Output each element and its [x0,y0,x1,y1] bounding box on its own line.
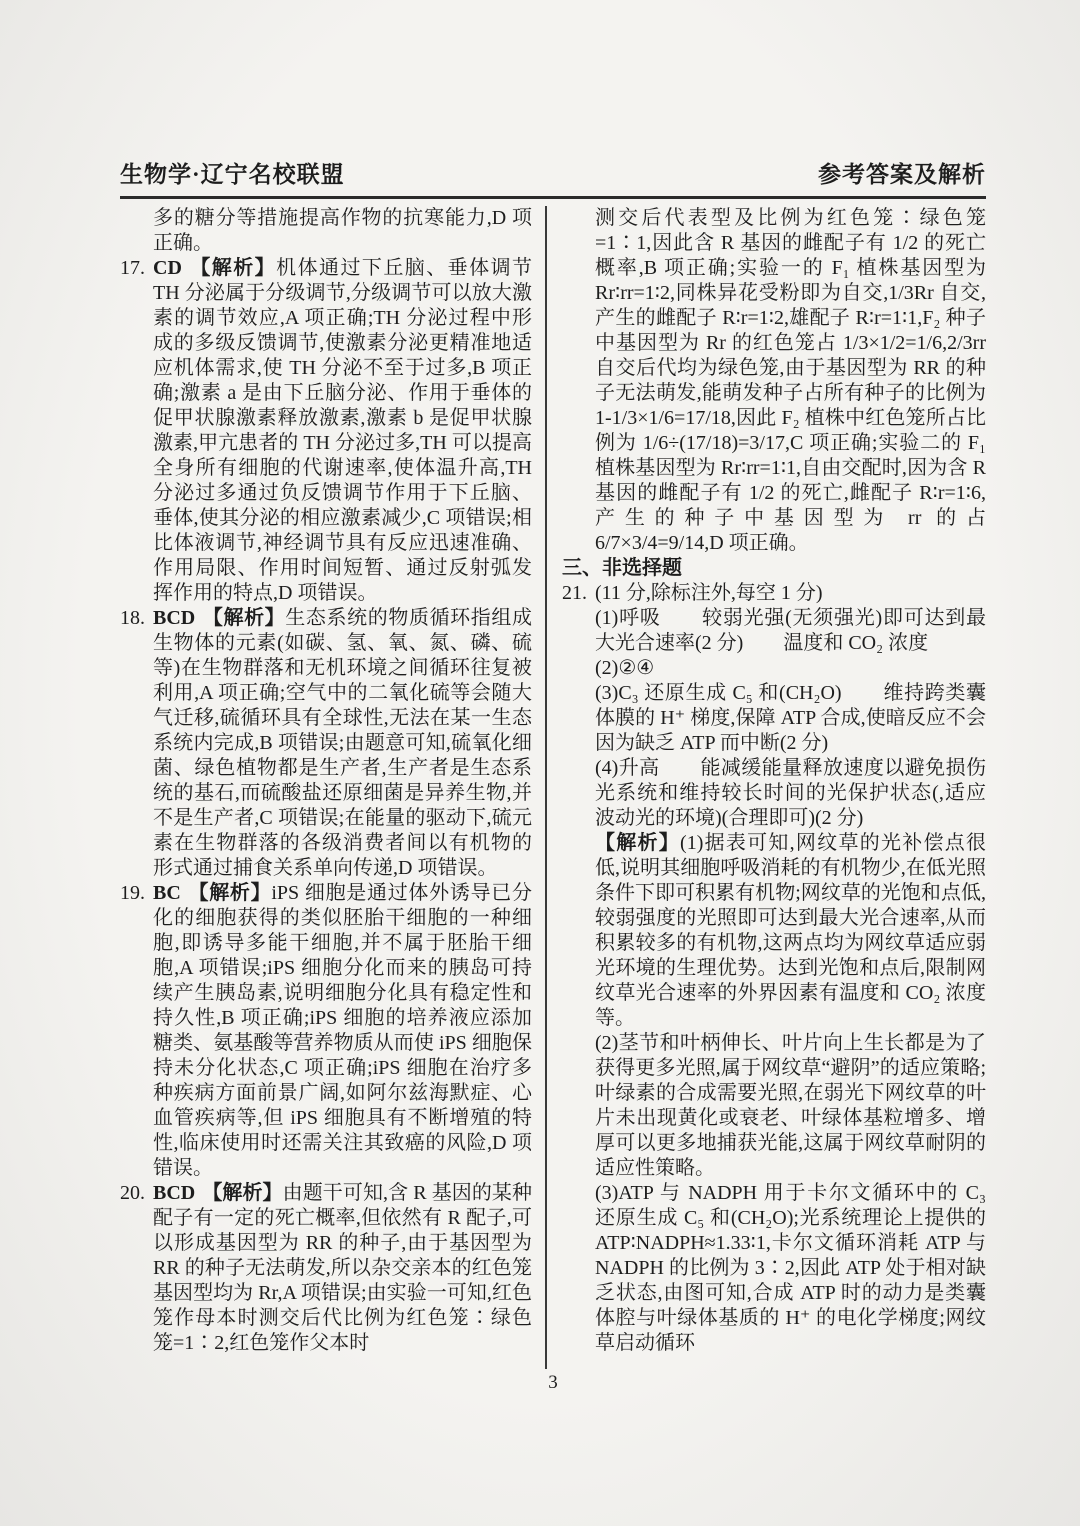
item-number: 17. [120,257,145,279]
analysis-text: 生态系统的物质循环指组成生物体的元素(如碳、氢、氧、氮、磷、硫等)在生物群落和无机环境之间循环往复被利用,A 项正确;空气中的二氧化硫等会随大气迁移,硫循环具有全球性,无法在某一生态系统内完成,B 项错误;由题意可知,硫氧化细菌、绿色植物都是生产者,生产者是生态系统的基石,而硫酸盐还原细菌是异养生物,并不是生产者,C 项错误;在能量的驱动下,硫元素在生物群落的各级消费者间以有机物的形式通过捕食关系单向传递,D 项错误。 [153,607,533,879]
item-number: 20. [120,1182,145,1204]
continuation-paragraph-item16: 多的糖分等措施提高作物的抗寒能力,D 项正确。 [153,207,532,254]
answer-letters: BC [153,882,181,904]
page-number: 3 [548,1372,558,1393]
header-answer-key-title: 参考答案及解析 [818,162,986,187]
analysis-text: 由题干可知,含 R 基因的某种配子有一定的死亡概率,但依然有 R 配子,可以形成基因型为 RR 的种子,由于基因型为 RR 的种子无法萌发,所以杂交亲本的红色笼基因型均为 Rr,A 项错误;由实验一可知,红色笼作母本时测交后代比例为红色笼∶绿色笼=1∶2,红色笼作父本时 [153,1182,533,1354]
continuation-paragraph-item20: 测交后代表型及比例为红色笼∶绿色笼=1∶1,因此含 R 基因的雌配子有 1/2 的死亡概率,B 项正确;实验一的 F₁ 植株基因型为 Rr∶rr=1∶2,同株异花受粉即为自交,1/3Rr 自交,产生的雌配子 R∶r=1∶2,雄配子 R∶r=1∶1,F₂ 种子中基因型为 Rr 的红色笼占 1/3×1/2=1/6,2/3rr 自交后代均为绿色笼,由于基因型为 RR 的种子无法萌发,能萌发种子占所有种子的比例为 1-1/3×1/6=17/18,因此 F₂ 植株中红色笼所占比例为 1/6÷(17/18)=3/17,C 项正确;实验二的 F₁ 植株基因型为 Rr∶rr=1∶1,自由交配时,因为含 R 基因的雌配子有 1/2 的死亡,雌配子 R∶r=1∶6,产生的种子中基因型为 rr 的占 6/7×3/4=9/14,D 项正确。 [595,207,986,554]
analysis-text: (1)据表可知,网纹草的光补偿点很低,说明其细胞呼吸消耗的有机物少,在低光照条件下即可积累有机物;网纹草的光饱和点低,较弱强度的光照即可达到最大光合速率,从而积累较多的有机物,这两点均为网纹草适应弱光环境的生理优势。达到光饱和点后,限制网纹草光合速率的外界因素有温度和 CO₂ 浓度等。 [595,832,987,1029]
answer-item-17 [120,256,532,606]
answer-item-19 [120,881,532,1181]
two-column-content [120,206,986,1369]
question-21 [562,581,986,1356]
answer-blank-2: (2)②④ [595,657,655,679]
item-number: 21. [562,582,587,604]
analysis-marker: 【解析】 [202,1182,283,1204]
answer-letters: CD [153,257,182,279]
analysis-marker: 【解析】 [188,257,277,279]
answer-blank-3: (3)C₃ 还原生成 C₅ 和(CH₂O) 维持跨类囊体膜的 H⁺ 梯度,保障 ATP 合成,使暗反应不会因为缺乏 ATP 而中断(2 分) [595,682,986,754]
item-number: 19. [120,882,145,904]
page-header [120,156,986,199]
analysis-marker: 【解析】 [187,882,272,904]
right-column [545,206,986,1369]
answer-item-20 [120,1181,532,1356]
analysis-text: 机体通过下丘脑、垂体调节 TH 分泌属于分级调节,分级调节可以放大激素的调节效应,A 项正确;TH 分泌过程中形成的多级反馈调节,使激素分泌更精准地适应机体需求,使 TH 分泌不至于过多,B 项正确;激素 a 是由下丘脑分泌、作用于垂体的促甲状腺激素释放激素,激素 b 是促甲状腺激素,甲亢患者的 TH 分泌过多,TH 可以提高全身所有细胞的代谢速率,使体温升高,TH 分泌过多通过负反馈调节作用于下丘脑、垂体,使其分泌的相应激素减少,C 项错误;相比体液调节,神经调节具有反应迅速准确、作用局限、作用时间短暂、通过反射弧发挥作用的特点,D 项错误。 [153,257,533,604]
answer-letters: BCD [153,607,196,629]
item-number: 18. [120,607,145,629]
score-note: (11 分,除标注外,每空 1 分) [595,582,823,604]
analysis-paragraph-1 [595,831,986,1031]
analysis-text: iPS 细胞是通过体外诱导已分化的细胞获得的类似胚胎干细胞的一种细胞,即诱导多能干细胞,并不属于胚胎干细胞,A 项错误;iPS 细胞分化而来的胰岛可持续产生胰岛素,说明细胞分化具有稳定性和持久性,B 项正确;iPS 细胞的培养液应添加糖类、氨基酸等营养物质从而使 iPS 细胞保持未分化状态,C 项正确;iPS 细胞在治疗多种疾病方面前景广阔,如阿尔兹海默症、心血管疾病等,但 iPS 细胞具有不断增殖的特性,临床使用时还需关注其致癌的风险,D 项错误。 [153,882,532,1179]
analysis-marker: 【解析】 [202,607,286,629]
section-title-non-choice: 三、非选择题 [562,557,682,579]
answer-blank-4: (4)升高 能减缓能量释放速度以避免损伤光系统和维持较长时间的光保护状态(,适应波动光的环境)(合理即可)(2 分) [595,757,986,829]
analysis-paragraph-2: (2)茎节和叶柄伸长、叶片向上生长都是为了获得更多光照,属于网纹草“避阴”的适应策略;叶绿素的合成需要光照,在弱光下网纹草的叶片未出现黄化或衰老、叶绿体基粒增多、增厚可以更多地捕获光能,这属于网纹草耐阴的适应性策略。 [595,1032,986,1179]
answer-item-18 [120,606,532,881]
header-subject-title: 生物学·辽宁名校联盟 [120,162,345,187]
answer-letters: BCD [153,1182,196,1204]
page-footer [120,1372,986,1394]
answer-blank-1: (1)呼吸 较弱光强(无须强光)即可达到最大光合速率(2 分) 温度和 CO₂ 浓度 [595,607,986,654]
analysis-marker: 【解析】 [595,832,681,854]
analysis-paragraph-3: (3)ATP 与 NADPH 用于卡尔文循环中的 C₃ 还原生成 C₅ 和(CH₂O);光系统理论上提供的 ATP∶NADPH≈1.33∶1,卡尔文循环消耗 ATP 与 NADPH 的比例为 3∶2,因此 ATP 处于相对缺乏状态,由图可知,合成 ATP 时的动力是类囊体腔与叶绿体基质的 H⁺ 的电化学梯度;网纹草启动循环 [595,1182,986,1354]
left-column [120,206,545,1356]
